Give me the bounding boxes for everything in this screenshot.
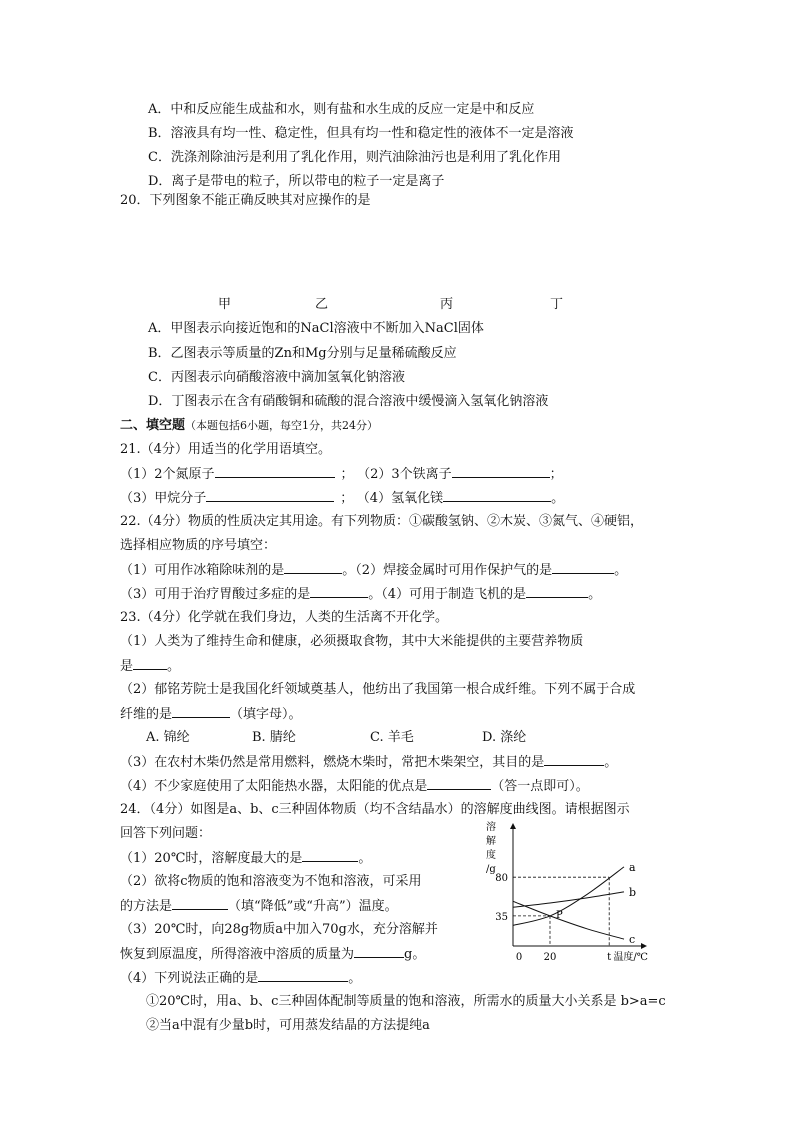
q22-blank-1[interactable]: [284, 561, 342, 574]
solubility-chart: [478, 818, 658, 968]
q22-row2: （3）可用于治疗胃酸过多症的是 。（4）可用于制造飞机的是 。: [120, 587, 602, 602]
y-tick-35: 35: [495, 911, 508, 923]
q21-blank-3[interactable]: [206, 489, 334, 502]
q24-blank-1[interactable]: [302, 849, 358, 862]
q24-p1: （1）20℃时，溶解度最大的是 。: [120, 851, 372, 866]
q23-p2a: （2）郁铭芳院士是我国化纤领域奠基人，他纺出了我国第一根合成纤维。下列不属于合成: [120, 682, 636, 697]
x-axis-label: 温度/℃: [613, 952, 648, 963]
y-axis-label-3: /g: [486, 864, 496, 875]
curve-label-a: a: [629, 860, 636, 874]
q23-choice-d: D. 涤纶: [482, 730, 527, 745]
q23-p2b: 纤维的是 （填字母）。: [120, 707, 302, 722]
q22-stem: 22.（4分）物质的性质决定其用途。有下列物质：①碳酸氢钠、②木炭、③氮气、④硬铝，: [120, 514, 643, 529]
q20-option-b: B．乙图表示等质量的Zn和Mg分别与足量稀硫酸反应: [148, 346, 457, 361]
q24-p4: （4）下列说法正确的是 。: [120, 971, 362, 986]
q22-stem-2: 选择相应物质的序号填空：: [120, 538, 277, 553]
q22-blank-2[interactable]: [552, 561, 614, 574]
q20-option-c: C．丙图表示向硝酸溶液中滴加氢氧化钠溶液: [148, 370, 405, 385]
q24-stem-2: 回答下列问题：: [120, 826, 212, 841]
q24-p2b: 的方法是 （填“降低”或“升高”）温度。: [120, 899, 398, 914]
q21-stem: 21.（4分）用适当的化学用语填空。: [120, 442, 331, 457]
section-title: 二、填空题: [120, 418, 186, 433]
q24-statement-2: ②当a中混有少量b时，可用蒸发结晶的方法提纯a: [146, 1018, 430, 1033]
y-axis-label-2: 度: [486, 850, 496, 861]
q19-option-d: D．离子是带电的粒子，所以带电的粒子一定是离子: [148, 174, 445, 189]
curve-b: [513, 892, 624, 907]
q24-p3b: 恢复到原温度，所得溶液中溶质的质量为 g。: [120, 947, 426, 962]
q24-p3a: （3）20℃时，向28g物质a中加入70g水，充分溶解并: [120, 922, 438, 937]
q21-row2: （3）甲烷分子 ； （4）氢氧化镁 。: [120, 491, 565, 506]
q19-option-a: A．中和反应能生成盐和水，则有盐和水生成的反应一定是中和反应: [148, 102, 535, 117]
q23-blank-1[interactable]: [133, 657, 167, 670]
q21-blank-1[interactable]: [215, 465, 335, 478]
q20-option-d: D．丁图表示在含有硝酸铜和硫酸的混合溶液中缓慢滴入氢氧化钠溶液: [148, 394, 549, 409]
x-tick-20: 20: [543, 952, 557, 963]
q23-blank-4[interactable]: [427, 777, 491, 790]
q20-label-yi: 乙: [315, 297, 329, 312]
y-tick-80: 80: [495, 873, 508, 885]
q23-p1a: （1）人类为了维持生命和健康，必须摄取食物，其中大米能提供的主要营养物质: [120, 634, 584, 649]
q23-blank-2[interactable]: [172, 705, 230, 718]
q19-option-b: B．溶液具有均一性、稳定性，但具有均一性和稳定性的液体不一定是溶液: [148, 126, 574, 141]
q23-p1b: 是 。: [120, 659, 181, 674]
x-tick-0: 0: [515, 952, 523, 963]
q23-stem: 23.（4分）化学就在我们身边，人类的生活离不开化学。: [120, 610, 448, 625]
q23-choice-a: A. 锦纶: [146, 730, 190, 745]
q22-blank-3[interactable]: [310, 585, 368, 598]
q20-label-jia: 甲: [218, 297, 232, 312]
q23-blank-3[interactable]: [544, 753, 604, 766]
q23-p3: （3）在农村木柴仍然是常用燃料，燃烧木柴时，常把木柴架空，其目的是 。: [120, 755, 618, 770]
q19-option-c: C．洗涤剂除油污是利用了乳化作用，则汽油除油污也是利用了乳化作用: [148, 150, 561, 165]
q21-row1: （1）2个氮原子 ； （2）3个铁离子 ；: [120, 467, 563, 482]
q24-p2a: （2）欲将c物质的饱和溶液变为不饱和溶液，可采用: [120, 874, 422, 889]
q24-stem: 24．（4分）如图是a、b、c三种固体物质（均不含结晶水）的溶解度曲线图。请根据图示: [120, 802, 630, 817]
q20-option-a: A．甲图表示向接近饱和的NaCl溶液中不断加入NaCl固体: [148, 321, 484, 336]
q20-label-ding: 丁: [550, 297, 564, 312]
x-tick-t: t: [607, 952, 612, 963]
q20-label-bing: 丙: [440, 297, 454, 312]
q21-blank-4[interactable]: [443, 489, 551, 502]
y-axis-label-0: 溶: [486, 822, 496, 833]
q23-p4: （4）不少家庭使用了太阳能热水器，太阳能的优点是 （答一点即可）。: [120, 779, 589, 794]
q23-choice-b: B. 腈纶: [252, 730, 296, 745]
q20-stem: 20．下列图象不能正确反映其对应操作的是: [120, 193, 371, 208]
q22-blank-4[interactable]: [526, 585, 588, 598]
q24-blank-4[interactable]: [258, 969, 348, 982]
section-heading: [120, 417, 378, 435]
curve-c: [513, 901, 624, 939]
q22-row1: （1）可用作冰箱除味剂的是 。（2）焊接金属时可用作保护气的是 。: [120, 563, 628, 578]
q23-choice-c: C. 羊毛: [370, 730, 414, 745]
section-note: （本题包括6小题，每空1分，共24分）: [185, 419, 379, 432]
q24-statement-1: ①20℃时，用a、b、c三种固体配制等质量的饱和溶液，所需水的质量大小关系是 b>a=c: [146, 994, 666, 1009]
curve-label-c: c: [629, 933, 636, 947]
q24-blank-3[interactable]: [354, 945, 404, 958]
curve-a: [513, 867, 624, 925]
q21-blank-2[interactable]: [452, 465, 550, 478]
curve-label-b: b: [629, 885, 637, 899]
y-axis-label-1: 解: [486, 836, 496, 847]
curves: [513, 867, 624, 939]
q24-blank-2[interactable]: [172, 897, 228, 910]
point-p-label: P: [556, 909, 563, 921]
